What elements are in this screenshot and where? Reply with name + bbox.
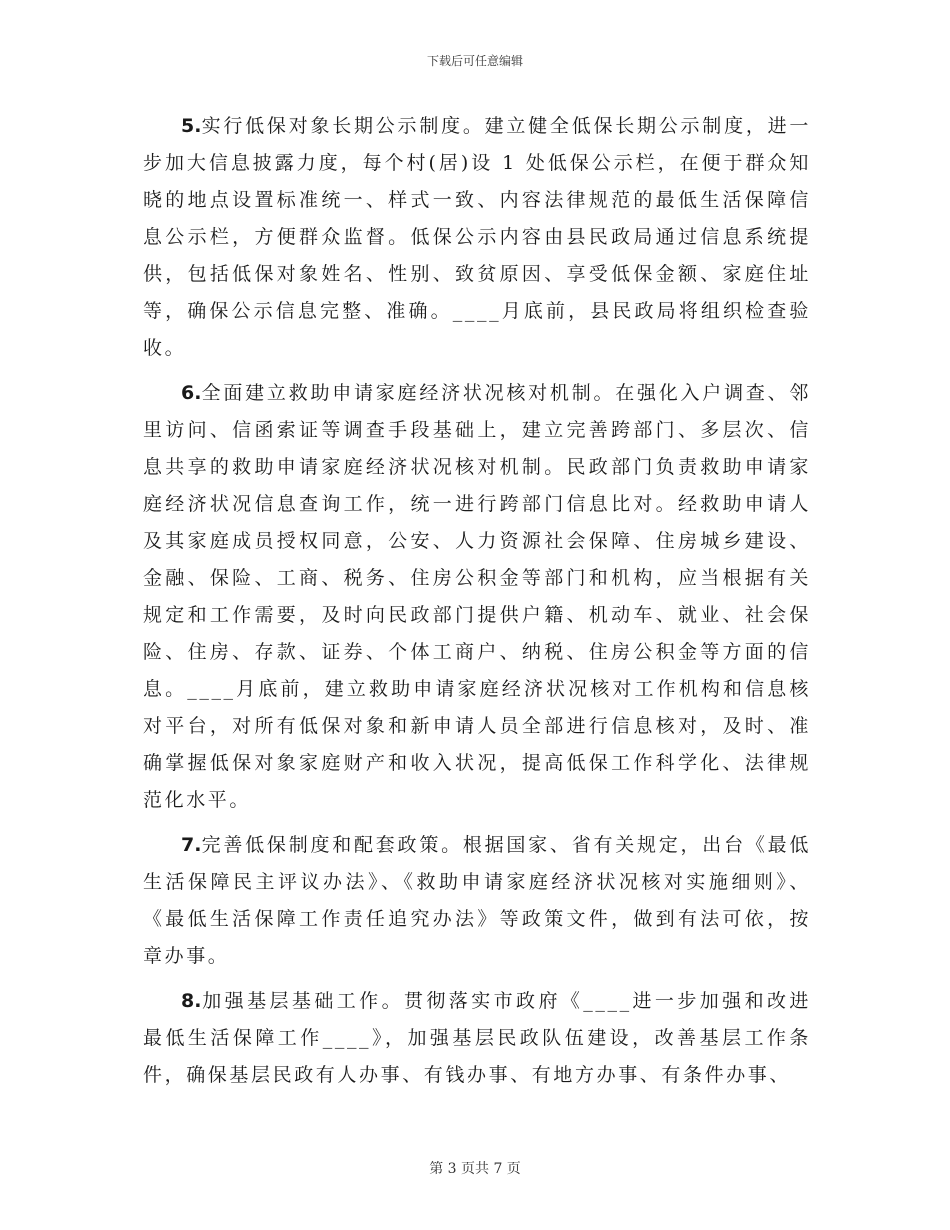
paragraph-text: 加强基层基础工作。贯彻落实市政府《____进一步加强和改进最低生活保障工作____》，加强基层民政队伍建设，改善基层工作条件，确保基层民政有人办事、有钱办事、有地方办事、有条件办事、 <box>143 990 811 1086</box>
paragraph-7 <box>143 827 811 975</box>
paragraph-8 <box>143 983 811 1094</box>
paragraph-6 <box>143 375 811 819</box>
paragraph-text: 完善低保制度和配套政策。根据国家、省有关规定，出台《最低生活保障民主评议办法》、《救助申请家庭经济状况核对实施细则》、《最低生活保障工作责任追究办法》等政策文件，做到有法可依，按章办事。 <box>143 834 811 967</box>
page-header: 下载后可任意编辑 <box>426 54 523 68</box>
page-footer: 第 3 页共 7 页 <box>429 1161 521 1177</box>
paragraph-text: 实行低保对象长期公示制度。建立健全低保长期公示制度，进一步加大信息披露力度，每个村(居)设 1 处低保公示栏，在便于群众知晓的地点设置标准统一、样式一致、内容法律规范的最低生活保障信息公示栏，方便群众监督。低保公示内容由县民政局通过信息系统提供，包括低保对象姓名、性别、致贫原因、享受低保金额、家庭住址等，确保公示信息完整、准确。____月底前，县民政局将组织检查验收。 <box>143 115 811 359</box>
paragraph-5 <box>143 108 811 367</box>
item-number: 8. <box>181 990 202 1012</box>
document-body <box>143 108 811 1102</box>
item-number: 5. <box>181 115 202 137</box>
paragraph-text: 全面建立救助申请家庭经济状况核对机制。在强化入户调查、邻里访问、信函索证等调查手段基础上，建立完善跨部门、多层次、信息共享的救助申请家庭经济状况核对机制。民政部门负责救助申请家庭经济状况信息查询工作，统一进行跨部门信息比对。经救助申请人及其家庭成员授权同意，公安、人力资源社会保障、住房城乡建设、金融、保险、工商、税务、住房公积金等部门和机构，应当根据有关规定和工作需要，及时向民政部门提供户籍、机动车、就业、社会保险、住房、存款、证券、个体工商户、纳税、住房公积金等方面的信息。____月底前，建立救助申请家庭经济状况核对工作机构和信息核对平台，对所有低保对象和新申请人员全部进行信息核对，及时、准确掌握低保对象家庭财产和收入状况，提高低保工作科学化、法律规范化水平。 <box>143 382 811 811</box>
item-number: 7. <box>181 834 202 856</box>
item-number: 6. <box>181 382 202 404</box>
